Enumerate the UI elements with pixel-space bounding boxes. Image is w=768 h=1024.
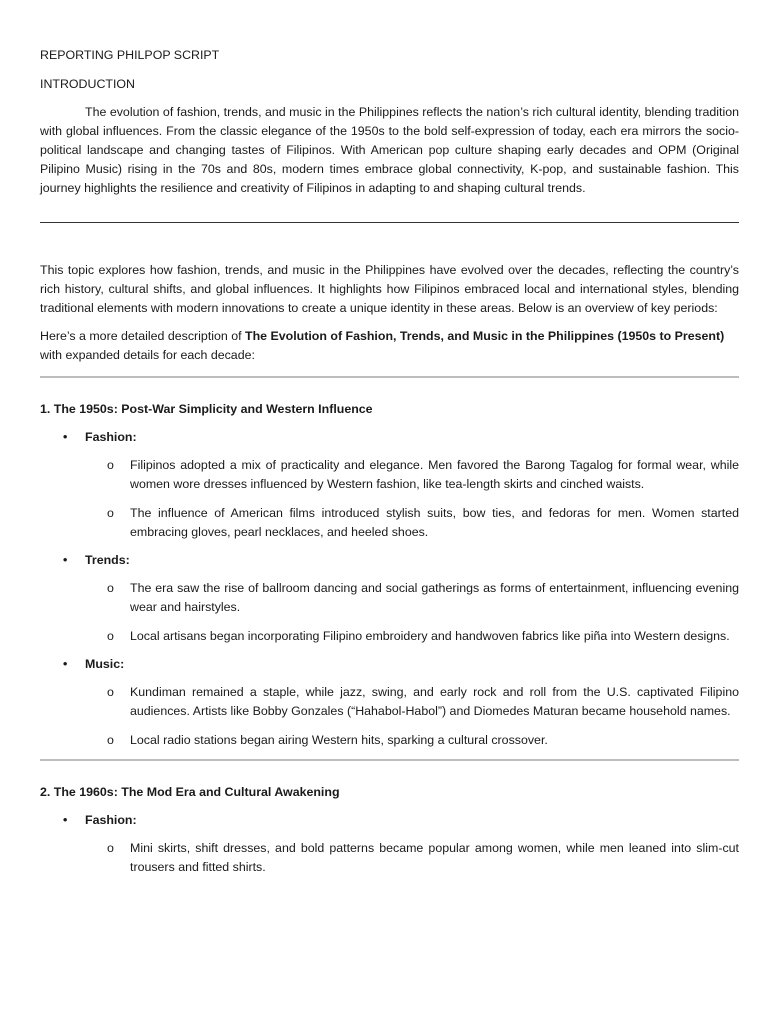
sub-list — [85, 579, 739, 646]
document-title: REPORTING PHILPOP SCRIPT — [40, 48, 220, 62]
list-item-text: Mini skirts, shift dresses, and bold patterns became popular among women, while men leaned into slim-cut trousers and fitted shirts. — [130, 841, 739, 874]
section-heading-1950s: 1. The 1950s: Post-War Simplicity and Western Influence — [40, 402, 373, 416]
list-item — [85, 504, 739, 542]
category-fashion — [40, 428, 739, 542]
detail-intro-bold: The Evolution of Fashion, Trends, and Music in the Philippines (1950s to Present) — [245, 329, 725, 343]
bullet-icon: • — [63, 813, 68, 827]
category-list-1960s — [40, 811, 739, 877]
detail-intro-after: with expanded details for each decade: — [40, 348, 255, 362]
section-divider — [40, 222, 739, 223]
category-label: Trends: — [85, 553, 130, 567]
introduction-paragraph: The evolution of fashion, trends, and music in the Philippines reflects the nation’s rich cultural identity, blending tradition with global influences. From the classic elegance of the 1950s to the bold self-expression of today, each era mirrors the socio-political landscape and changing tastes of Filipinos. With American pop culture shaping early decades and OPM (Original Pilipino Music) rising in the 70s and 80s, modern times embrace global connectivity, K-pop, and sustainable fashion. This journey highlights the resilience and creativity of Filipinos in adapting to and shaping cultural trends. — [40, 105, 739, 195]
sub-list — [85, 456, 739, 542]
list-item-text: The influence of American films introduced stylish suits, bow ties, and fedoras for men. Women started embracing gloves, pearl necklaces, and heeled shoes. — [130, 506, 739, 539]
horizontal-rule — [40, 376, 739, 378]
category-label: Fashion: — [85, 813, 137, 827]
list-item — [85, 683, 739, 721]
list-item — [85, 839, 739, 877]
category-label: Fashion: — [85, 430, 137, 444]
list-item — [85, 731, 739, 750]
bullet-icon: • — [63, 657, 68, 671]
category-list-1950s — [40, 428, 739, 750]
list-item — [85, 627, 739, 646]
list-item — [85, 579, 739, 617]
section-heading-1960s: 2. The 1960s: The Mod Era and Cultural Awakening — [40, 785, 340, 799]
bullet-icon: • — [63, 553, 68, 567]
category-trends — [40, 551, 739, 646]
circle-bullet-icon: o — [107, 458, 114, 472]
category-music — [40, 655, 739, 750]
circle-bullet-icon: o — [107, 841, 114, 855]
circle-bullet-icon: o — [107, 506, 114, 520]
detail-intro-paragraph — [40, 327, 739, 365]
introduction-heading: INTRODUCTION — [40, 77, 135, 91]
circle-bullet-icon: o — [107, 581, 114, 595]
list-item — [85, 456, 739, 494]
circle-bullet-icon: o — [107, 733, 114, 747]
category-fashion — [40, 811, 739, 877]
topic-paragraph: This topic explores how fashion, trends, and music in the Philippines have evolved over the decades, reflecting the country’s rich history, cultural shifts, and global influences. It highlights how Filipinos embraced local and international styles, blending traditional elements with modern innovations to create a unique identity in these areas. Below is an overview of key periods: — [40, 263, 739, 315]
category-label: Music: — [85, 657, 125, 671]
detail-intro-before: Here’s a more detailed description of — [40, 329, 246, 343]
circle-bullet-icon: o — [107, 685, 114, 699]
list-item-text: The era saw the rise of ballroom dancing and social gatherings as forms of entertainment, influencing evening wear and hairstyles. — [130, 581, 739, 614]
list-item-text: Local radio stations began airing Western hits, sparking a cultural crossover. — [130, 733, 548, 747]
list-item-text: Filipinos adopted a mix of practicality and elegance. Men favored the Barong Tagalog for formal wear, while women wore dresses influenced by Western fashion, like tea-length skirts and cinched waists. — [130, 458, 739, 491]
bullet-icon: • — [63, 430, 68, 444]
horizontal-rule — [40, 759, 739, 761]
list-item-text: Local artisans began incorporating Filipino embroidery and handwoven fabrics like piña into Western designs. — [130, 629, 730, 643]
circle-bullet-icon: o — [107, 629, 114, 643]
sub-list — [85, 839, 739, 877]
list-item-text: Kundiman remained a staple, while jazz, swing, and early rock and roll from the U.S. captivated Filipino audiences. Artists like Bobby Gonzales (“Hahabol-Habol”) and Diomedes Maturan became household names. — [130, 685, 739, 718]
sub-list — [85, 683, 739, 750]
